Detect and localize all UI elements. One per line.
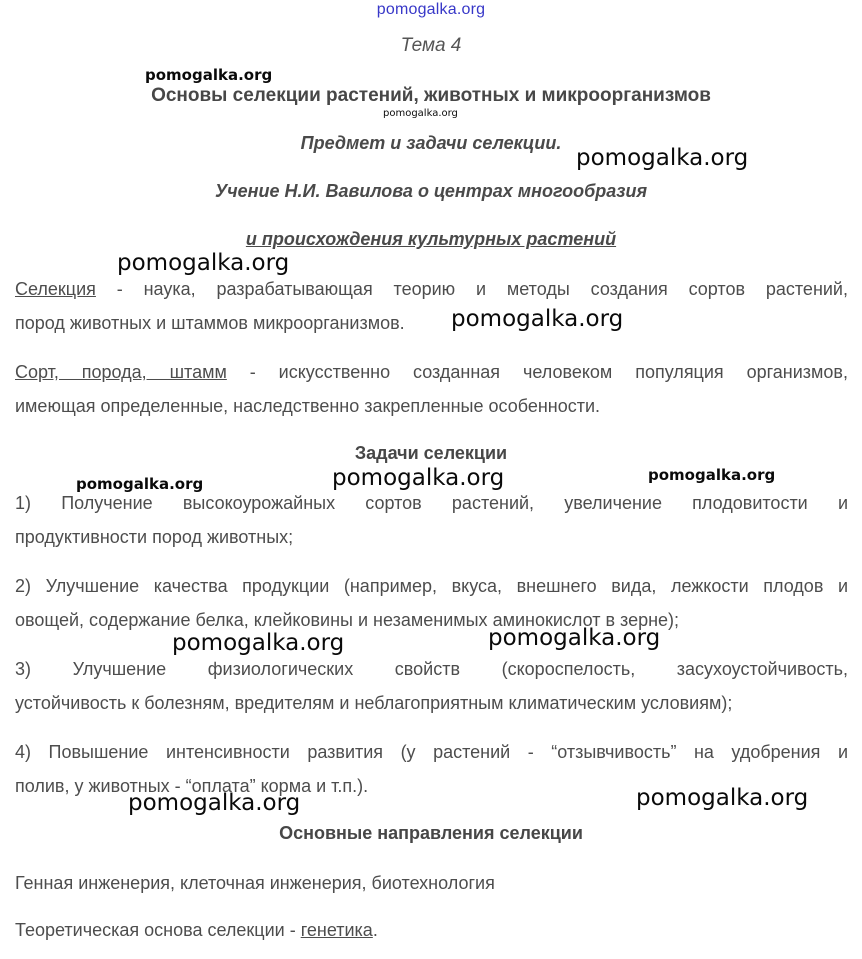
vavilov-title-line1: Учение Н.И. Вавилова о центрах многообразия bbox=[214, 181, 648, 201]
selection-definition-line1 bbox=[15, 272, 848, 306]
watermark: pomogalka.org bbox=[451, 306, 624, 332]
watermark: pomogalka.org bbox=[76, 475, 204, 493]
site-link[interactable]: pomogalka.org bbox=[376, 1, 486, 18]
directions-list: Генная инженерия, клеточная инженерия, биотехнология bbox=[15, 873, 495, 893]
selection-definition-text: - наука, разрабатывающая теорию и методы создания сортов растений, bbox=[95, 279, 848, 299]
watermark: pomogalka.org bbox=[117, 250, 290, 276]
selection-definition bbox=[15, 272, 848, 340]
variety-definition-line2: имеющая определенные, наследственно закрепленные особенности. bbox=[15, 396, 601, 416]
genetics-term: генетика bbox=[300, 920, 373, 940]
watermark: pomogalka.org bbox=[172, 630, 345, 656]
task-item-1-line1: 1) Получение высокоурожайных сортов растений, увеличение плодовитости и bbox=[15, 493, 848, 513]
task-item-3-line1: 3) Улучшение физиологических свойств (скороспелость, засухоустойчивость, bbox=[15, 659, 848, 679]
task-item-2 bbox=[15, 569, 848, 637]
watermark: pomogalka.org bbox=[576, 145, 749, 171]
watermark: pomogalka.org bbox=[145, 66, 273, 84]
watermark: pomogalka.org bbox=[383, 108, 458, 119]
watermark: pomogalka.org bbox=[488, 625, 661, 651]
task-item-1 bbox=[15, 486, 848, 554]
watermark: pomogalka.org bbox=[636, 785, 809, 811]
subject-title: Предмет и задачи селекции. bbox=[300, 133, 562, 153]
selection-definition-line2: пород животных и штаммов микроорганизмов. bbox=[15, 313, 405, 333]
task-item-3-line2: устойчивость к болезням, вредителям и неблагоприятным климатическим условиям); bbox=[15, 693, 733, 713]
task-item-4-line2: полив, у животных - “оплата” корма и т.п.). bbox=[15, 776, 369, 796]
task-item-4-line1: 4) Повышение интенсивности развития (у растений - “отзывчивость” на удобрения и bbox=[15, 742, 848, 762]
main-title: Основы селекции растений, животных и микроорганизмов bbox=[151, 85, 711, 106]
watermark: pomogalka.org bbox=[128, 790, 301, 816]
tasks-heading: Задачи селекции bbox=[354, 443, 508, 463]
variety-definition bbox=[15, 355, 848, 423]
watermark: pomogalka.org bbox=[648, 466, 776, 484]
theoretical-basis bbox=[15, 920, 378, 941]
watermark: pomogalka.org bbox=[332, 465, 505, 491]
theoretical-basis-text: Теоретическая основа селекции - bbox=[15, 920, 301, 940]
variety-term: Сорт, порода, штамм bbox=[15, 362, 227, 382]
vavilov-title-line2: и происхождения культурных растений bbox=[245, 229, 617, 249]
task-item-2-line2: овощей, содержание белка, клейковины и незаменимых аминокислот в зерне); bbox=[15, 610, 680, 630]
selection-term: Селекция bbox=[15, 279, 96, 299]
topic-number: Тема 4 bbox=[400, 35, 462, 56]
directions-heading: Основные направления селекции bbox=[279, 823, 583, 843]
variety-definition-text: - искусственно созданная человеком популяция организмов, bbox=[226, 362, 848, 382]
task-item-1-line2: продуктивности пород животных; bbox=[15, 527, 294, 547]
theoretical-basis-period: . bbox=[372, 920, 378, 940]
task-item-2-line1: 2) Улучшение качества продукции (например, вкуса, внешнего вида, лежкости плодов и bbox=[15, 576, 848, 596]
variety-definition-line1 bbox=[15, 355, 848, 389]
task-item-3 bbox=[15, 652, 848, 720]
